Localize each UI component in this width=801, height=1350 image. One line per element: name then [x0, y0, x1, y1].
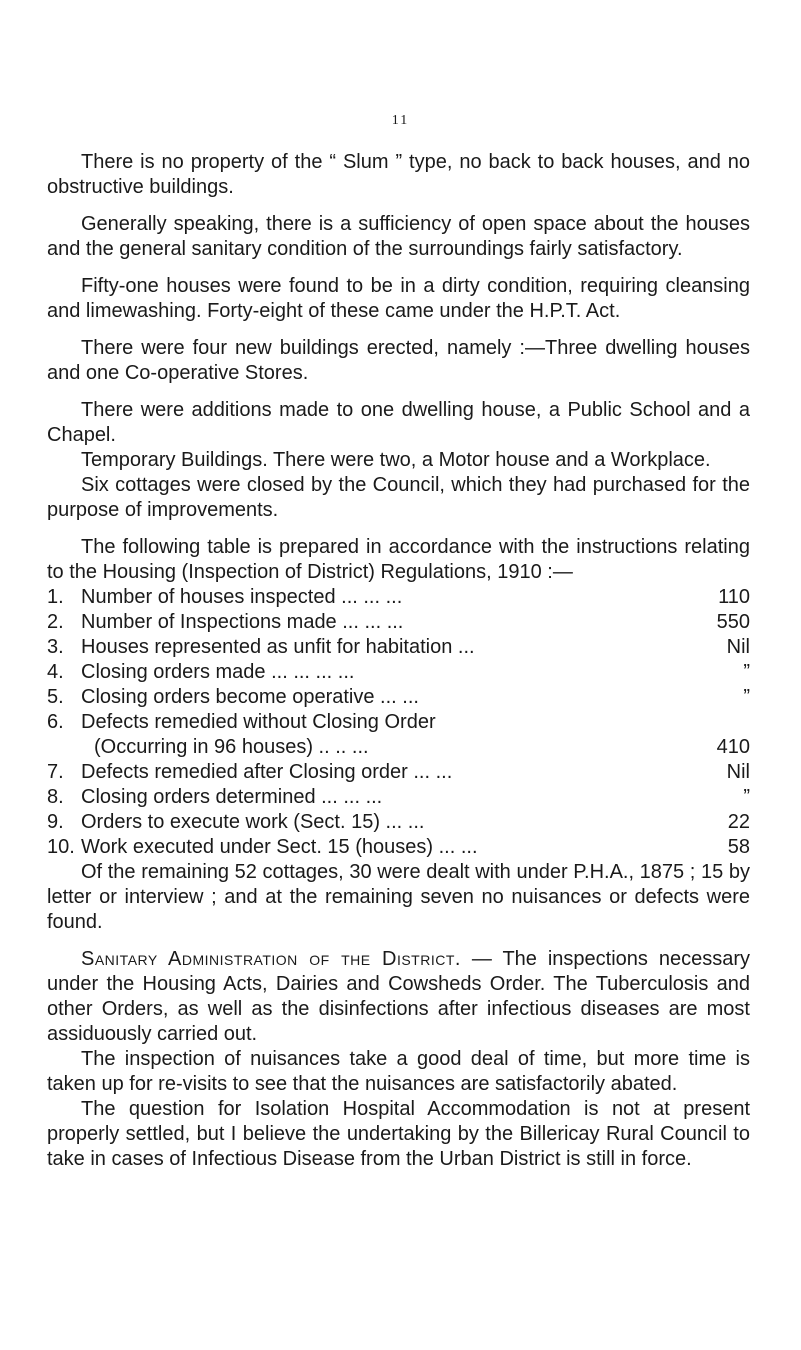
row-number: 10.	[47, 836, 75, 858]
table-row	[47, 685, 750, 710]
row-number: 7.	[47, 761, 64, 783]
row-value: Nil	[726, 636, 750, 658]
housing-inspection-table	[47, 585, 750, 860]
table-row	[47, 810, 750, 835]
row-value: 410	[716, 736, 750, 758]
row-number: 1.	[47, 586, 64, 608]
paragraph-remaining-cottages: Of the remaining 52 cottages, 30 were dealt with under P.H.A., 1875 ; 15 by letter or interview ; and at the remaining seven no nuisances or defects were found.	[47, 861, 750, 933]
table-row	[47, 660, 750, 685]
paragraph-isolation-hospital: The question for Isolation Hospital Accommodation is not at present properly settled, but I believe the undertaking by the Billericay Rural Council to take in cases of Infectious Disease from the Urban District is still in force.	[47, 1098, 750, 1170]
paragraph-sanitary-administration	[47, 947, 750, 1047]
row-description: Closing orders determined ... ... ...	[81, 786, 383, 808]
row-number: 3.	[47, 636, 64, 658]
paragraph-open-space: Generally speaking, there is a sufficiency of open space about the houses and the general sanitary condition of the surroundings fairly satisfactory.	[47, 213, 750, 260]
table-row	[47, 760, 750, 785]
row-description: Defects remedied after Closing order ... ...	[81, 761, 453, 783]
row-number: 5.	[47, 686, 64, 708]
paragraph-dirty-houses: Fifty-one houses were found to be in a dirty condition, requiring cleansing and limewashing. Forty-eight of these came under the H.P.T. Act.	[47, 275, 750, 322]
table-row	[47, 835, 750, 860]
row-number: 6.	[47, 711, 64, 733]
row-value: 550	[716, 611, 750, 633]
row-number: 2.	[47, 611, 64, 633]
row-value: Nil	[726, 761, 750, 783]
row-value: ”	[743, 686, 750, 708]
paragraph-cottages-closed: Six cottages were closed by the Council, which they had purchased for the purpose of improvements.	[47, 474, 750, 521]
table-row	[47, 785, 750, 810]
paragraph-temporary-buildings: Temporary Buildings. There were two, a Motor house and a Workplace.	[81, 449, 711, 471]
table-row	[47, 610, 750, 635]
row-number: 4.	[47, 661, 64, 683]
row-value: 22	[727, 811, 750, 833]
row-number: 8.	[47, 786, 64, 808]
row-description: Work executed under Sect. 15 (houses) ... ...	[81, 836, 478, 858]
row-description: Number of houses inspected ... ... ...	[81, 586, 403, 608]
row-description: Closing orders made ... ... ... ...	[81, 661, 355, 683]
row-description: Houses represented as unfit for habitation ...	[81, 636, 475, 658]
paragraph-new-buildings: There were four new buildings erected, namely :—Three dwelling houses and one Co-operative Stores.	[47, 337, 750, 384]
row-description: Closing orders become operative ... ...	[81, 686, 419, 708]
row-description: Orders to execute work (Sect. 15) ... ...	[81, 811, 425, 833]
section-heading: Sanitary Administration of the District.	[81, 948, 461, 970]
row-value: 110	[718, 586, 750, 608]
table-row	[47, 710, 750, 735]
row-description-continued: (Occurring in 96 houses) .. .. ...	[94, 736, 369, 758]
table-row	[47, 635, 750, 660]
paragraph-slum: There is no property of the “ Slum ” type, no back to back houses, and no obstructive buildings.	[47, 151, 750, 198]
document-body	[47, 150, 750, 1172]
paragraph-table-intro: The following table is prepared in accordance with the instructions relating to the Housing (Inspection of District) Regulations, 1910 :—	[47, 536, 750, 583]
row-value: 58	[727, 836, 750, 858]
section-body: — The inspections necessary under the Housing Acts, Dairies and Cowsheds Order. The Tuberculosis and other Orders, as well as the disinfections after infectious diseases are most assiduously carried out.	[47, 948, 750, 1045]
paragraph-additions: There were additions made to one dwelling house, a Public School and a Chapel.	[47, 399, 750, 446]
row-number: 9.	[47, 811, 64, 833]
row-description: Number of Inspections made ... ... ...	[81, 611, 404, 633]
page-number: 11	[391, 113, 410, 128]
table-row-continuation	[47, 735, 750, 760]
row-value: ”	[743, 786, 750, 808]
row-description: Defects remedied without Closing Order	[81, 711, 436, 733]
paragraph-nuisance-inspection: The inspection of nuisances take a good deal of time, but more time is taken up for re-visits to see that the nuisances are satisfactorily abated.	[47, 1048, 750, 1095]
row-value: ”	[743, 661, 750, 683]
table-row	[47, 585, 750, 610]
